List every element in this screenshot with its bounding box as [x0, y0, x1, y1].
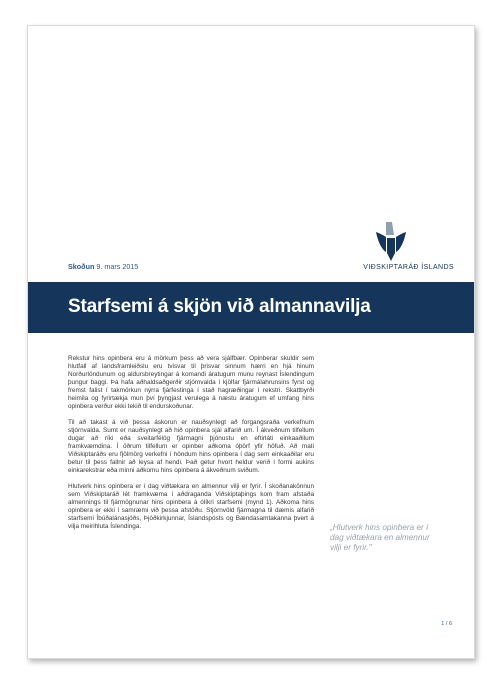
paragraph: Rekstur hins opinbera eru á mörkum þess að vera sjálfbær. Opinberar skuldir sem hlutfall af landsframleiðslu eru tvisvar til þrisvar sinnum hærri en hjá hinum Norðurlöndunum og aldursbreytingar á komandi áratugum munu reynast Íslendingum þungur baggi. Þá hafa aðhaldsaðgerðir stjórnvalda í kjölfar fjármálahrunsins fyrst og fremst falist í takmörkun nýrra fjárfestinga í stað hagræðingar í rekstri. Skattbyrði heimila og fyrirtækja mun því þyngjast verulega á næstu áratugum ef umfang hins opinbera verður ekki tekið til endurskoðunar.: [68, 355, 314, 410]
dateline: [68, 262, 138, 271]
document-type-label: Skoðun: [68, 262, 95, 271]
pull-quote: „Hlutverk hins opinbera er í dag viðtækara en almennur vilji er fyrir.": [330, 523, 430, 552]
title-banner: [28, 282, 474, 333]
brand-name: VIÐSKIPTARÁÐ ÍSLANDS: [363, 264, 454, 271]
page-number: 1 / 6: [441, 621, 452, 627]
vi-shield-logo-icon: [373, 220, 409, 264]
paragraph: Til að takast á við þessa áskorun er nauðsynlegt að forgangsraða verkefnum stjórnvalda. Sumt er nauðsynlegt að hið opinbera sjái alfarið um. Í ákveðnum tilfellum dugar að ríki eða sveitarfélög fjármagni þjónustu en eftirláti einkaaðilum framkvæmdina. Í öðrum tilfellum er opinber aðkoma óþörf yfir höfuð. Að mati Viðskiptaráðs eru fjölmörg verkefni í höndum hins opinbera í dag sem einkaaðilar eru betur til þess fallnir að leysa af hendi. Það getur hvort heldur verið í formi aukins einkarekstrar eða minni aðkomu hins opinbera á ákveðnum sviðum.: [68, 419, 314, 474]
document-page: [27, 25, 475, 659]
body-text: [68, 355, 314, 539]
paragraph: Hlutverk hins opinbera er í dag viðtækara en almennur vilji er fyrir. Í skoðanakönnun sem Viðskiptaráð lét framkvæma í aðdraganda Viðskiptaþings kom fram afstaða almennings til fjármögnunar hins opinbera á ólíkri starfsemi (mynd 1). Aðkoma hins opinbera er ekki í samræmi við þessa afstöðu. Stjórnvöld fjármagna til dæmis alfarið starfsemi Íbúðalánasjóðs, Þjóðkirkjunnar, Íslandspósts og Bændasamtakanna þvert á vilja meirihluta Íslendinga.: [68, 483, 314, 530]
publication-date: 9. mars 2015: [96, 262, 139, 271]
document-title: Starfsemi á skjön við almannavilja: [68, 296, 371, 317]
